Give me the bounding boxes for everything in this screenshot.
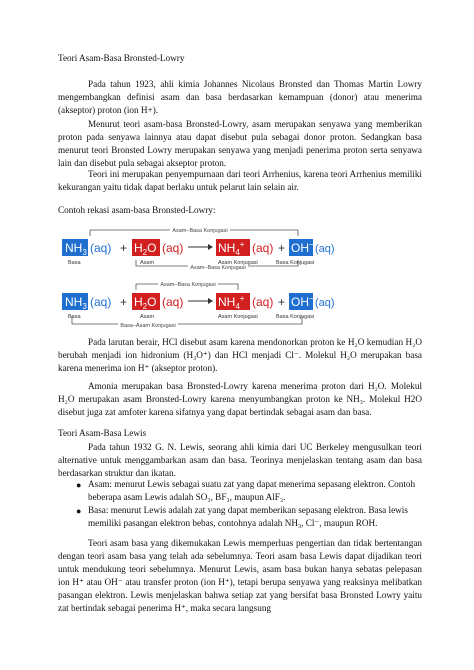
svg-text:(aq): (aq)	[315, 243, 335, 255]
label-basa: Basa	[68, 260, 81, 266]
bullet-lewis-base: Basa: menurut Lewis adalah zat yang dapat memberikan sepasang elektron. Basa lewis memiliki pasangan elektron bebas, contohnya adalah NH₃, Cl⁻, maupun ROH.	[88, 505, 408, 528]
section-title-bronsted: Teori Asam-Basa Bronsted-Lowry	[58, 53, 185, 63]
svg-text:+: +	[120, 295, 128, 309]
bullet-icon: ●	[76, 480, 82, 490]
label-basa-konjugasi: Basa Konjugasi	[276, 260, 315, 266]
species-h2o: $H_2O$	[134, 241, 157, 257]
label-basa-konjugasi: Basa Konjugasi	[276, 314, 315, 320]
plus-sign: +	[120, 241, 128, 255]
paragraph-bronsted-arrhenius: Teori ini merupakan penyempurnaan dari teori Arrhenius, karena teori Arrhenius memiliki kekurangan yaitu tidak dapat berlaku untuk pelarut lain selain air.	[58, 169, 422, 192]
svg-text:(aq): (aq)	[162, 241, 184, 255]
bracket-label-bottom: Basa–Asam Konjugasi	[120, 323, 176, 329]
bracket-label-bottom: Asam–Basa Konjugasi	[190, 265, 246, 271]
species-nh4: $NH_4^+$	[218, 240, 245, 257]
svg-text:+: +	[278, 295, 286, 309]
example-title: Contoh rekasi asam-basa Bronsted-Lowry:	[58, 205, 216, 215]
species-nh4: $NH_4^+$	[218, 294, 245, 311]
species-nh3: $NH_3$	[65, 241, 87, 257]
paragraph-ammonia-example: Amonia merupakan basa Bronsted-Lowry karena menerima proton dari H₂O. Molekul H₂O merupakan asam Bronsted-Lowry karena menyumbangkan proton ke NH₃. Molekul H2O disebut juga zat amfoter karena sifatnya yang dapat bertindak sebagai asam dan basa.	[58, 381, 422, 417]
paragraph-hcl-example: Pada larutan berair, HCl disebut asam karena mendonorkan proton ke H₂O kemudian H₂O berubah menjadi ion hidronium (H₃O⁺) dan HCl menjadi Cl⁻. Molekul H₂O merupakan basa karena menerima ion H⁺ (akseptor proton).	[58, 337, 422, 373]
conjugate-bracket-bottom	[72, 316, 302, 324]
paragraph-bronsted-definition: Menurut teori asam-basa Bronsted-Lowry, asam merupakan senyawa yang memberikan proton pada senyawa lainnya atau dapat disebut pula sebagai donor proton. Sedangkan basa menurut teori Bronsted Lowry merupakan senyawa yang menjadi penerima proton serta senyawa lain dan disebut pula sebagai akseptor proton.	[58, 119, 422, 168]
species-oh: OH−	[291, 240, 314, 255]
plus-sign: +	[278, 241, 286, 255]
svg-text:(aq): (aq)	[90, 241, 112, 255]
label-asam-konjugasi: Asam Konjugasi	[218, 314, 258, 320]
species-h2o: $H_2O$	[134, 295, 157, 311]
paragraph-lewis-intro: Pada tahun 1932 G. N. Lewis, seorang ahli kimia dari UC Berkeley mengusulkan teori alternative untuk menggambarkan asam dan basa. Teorinya menjelaskan tentang asam dan basa berdasarkan struktur dan ikatan.	[58, 442, 422, 478]
bullet-icon: ●	[76, 506, 82, 516]
svg-text:(aq): (aq)	[252, 295, 274, 309]
bracket-label-top: Asam–Basa Konjugasi	[160, 282, 216, 288]
paragraph-lewis-extension: Teori asam basa yang dikemukakan Lewis memperluas pengertian dan tidak bertentangan dengan teori asam basa yang telah ada sebelumnya. Teori asam basa Lewis dapat dijadikan teori untuk mendukung teori sebelumnya. Menurut Lewis, asam basa bukan hanya sebatas pelepasan ion H⁺ atau OH⁻ atau transfer proton (ion H⁺), tetapi berupa senyawa yang reaksinya melibatkan pasangan elektron. Lewis menjelaskan bahwa setiap zat yang bersifat basa Bronsted Lowry yaitu zat bertindak sebagai penerima H⁺, maka secara langsung	[58, 538, 422, 613]
label-asam: Asam	[140, 314, 155, 320]
species-oh: OH−	[291, 294, 314, 309]
label-asam: Asam	[140, 260, 155, 266]
label-asam-konjugasi: Asam Konjugasi	[218, 260, 258, 266]
svg-text:(aq): (aq)	[162, 295, 184, 309]
bullet-lewis-acid: Asam: menurut Lewis sebagai suatu zat yang dapat menerima sepasang elektron. Contoh beberapa asam Lewis adalah SO₃, BF₃, maupun AlF₃.	[88, 479, 416, 502]
reaction-diagram-2	[58, 276, 338, 332]
label-basa: Basa	[68, 314, 81, 320]
species-nh3: $NH_3$	[65, 295, 87, 311]
bracket-label-top: Asam–Basa Konjugasi	[172, 228, 228, 234]
section-title-lewis: Teori Asam-Basa Lewis	[58, 428, 147, 438]
reaction-diagram-1	[58, 222, 338, 274]
svg-text:(aq): (aq)	[252, 241, 274, 255]
svg-text:(aq): (aq)	[90, 295, 112, 309]
svg-text:(aq): (aq)	[315, 297, 335, 309]
paragraph-bronsted-intro: Pada tahun 1923, ahli kimia Johannes Nicolaus Bronsted dan Thomas Martin Lowry mengembangkan definisi asam dan basa berdasarkan kemampuan (donor) atau menerima (akseptor) proton (ion H+).	[58, 79, 422, 115]
